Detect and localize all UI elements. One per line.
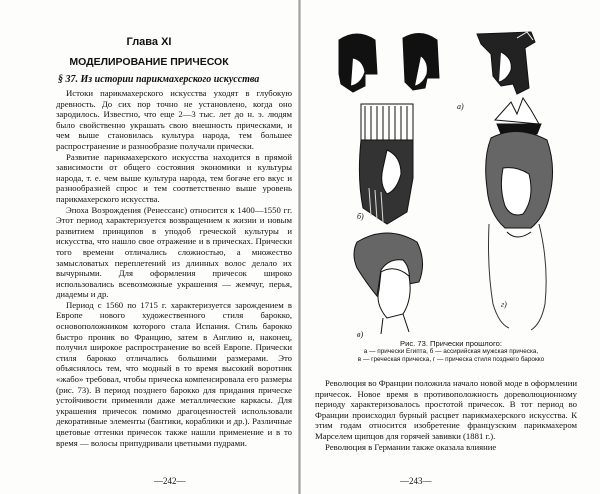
- paragraph: Истоки парикмахерского искусства уходят в глубокую древность. До сих пор точно не установлено, когда оно зародилось. Известно, что еще 2—3 тыс. лет до н. э. людям было свойственно украшать свою внешность прическами, и чем выше становилась культура народа, тем большее распространение и разнообразие получали прически.: [56, 88, 292, 151]
- greek-head: [354, 233, 423, 334]
- baroque-head: [486, 98, 553, 330]
- chapter-heading: Глава XI: [126, 36, 172, 48]
- right-page: [301, 0, 600, 494]
- caption-line: а — прически Египта, б — ассирийская мужская прическа,: [363, 348, 539, 355]
- paragraph: Революция во Франции положила начало новой моде в оформлении причесок. Новое время в противоположность дореволюционному периоду характеризовалось простотой причесок. В тот период во Франции происходил бурный расцвет парикмахерского искусства. К этим годам относится изобретение французским парикмахером Марселем щипцов для горячей завивки (1881 г.).: [315, 378, 577, 441]
- egyptian-head-1: [339, 34, 377, 92]
- page-number-left: —242—: [154, 476, 186, 486]
- figure-letter: в): [357, 330, 364, 339]
- caption-title: Рис. 73. Прически прошлого:: [400, 339, 502, 348]
- left-page: [0, 0, 298, 494]
- figure-letter: г): [501, 300, 507, 309]
- egyptian-head-2: [403, 33, 439, 90]
- figure-caption: [307, 340, 595, 364]
- figure-letter: б): [357, 212, 364, 221]
- chapter-title: МОДЕЛИРОВАНИЕ ПРИЧЕСОК: [69, 56, 229, 68]
- egyptian-head-3: [477, 32, 535, 94]
- figure-letter: а): [457, 102, 464, 111]
- hairstyles-illustration: [317, 28, 587, 340]
- paragraph: Развитие парикмахерского искусства находится в прямой зависимости от общего состояния экономики и культуры народа, т. е. чем выше культура народа, тем богаче его вкус и разнообразней спрос и тем соответственно выше уровень парикмахерского искусства.: [56, 151, 292, 204]
- right-body-text: [315, 378, 577, 452]
- paragraph: Эпоха Возрождения (Ренессанс) относится к 1400—1550 гг. Этот период характеризуется возвращением к жизни и новым развитием принципов в уподоб греческой культуры и искусства, что нашло свое отражение и в прическах. Прически того времени отличались сложностью, а множество замысловатых переплетений из длинных волос делало их вычурными. Для оформления причесок широко использовались всевозможные украшения — жемчуг, перья, диадемы и др.: [56, 204, 292, 300]
- caption-line: в — греческая прическа, г — прическа стиля позднего барокко: [357, 356, 545, 363]
- section-heading: § 37. Из истории парикмахерского искусства: [58, 74, 260, 85]
- paragraph: Период с 1560 по 1715 г. характеризуется зарождением в Европе нового художественного стиля барокко, основоположником которого стала Испания. Стиль барокко быстро проник во Францию, затем в Англию и, наконец, получил широкое распространение во всей Европе. Прически стиля барокко отличались большими размерами. Это объяснялось тем, что модный в то время высокий воротник «жабо» требовал, чтобы прическа компенсировала его размеры (рис. 73). В период позднего барокко для придания прическе устойчивости применяли даже металлические каркасы. Для украшения причесок помимо драгоценностей использовали декоративные элементы (бантики, кораблики и др.). Различные цветовые оттенки причесок также нашли применение и в то время — волосы припудривали цветными пудрами.: [56, 299, 292, 448]
- left-body-text: [56, 88, 292, 448]
- assyrian-head: [359, 104, 413, 224]
- page-number-right: —243—: [400, 476, 432, 486]
- paragraph: Революция в Германии также оказала влияние: [325, 441, 497, 452]
